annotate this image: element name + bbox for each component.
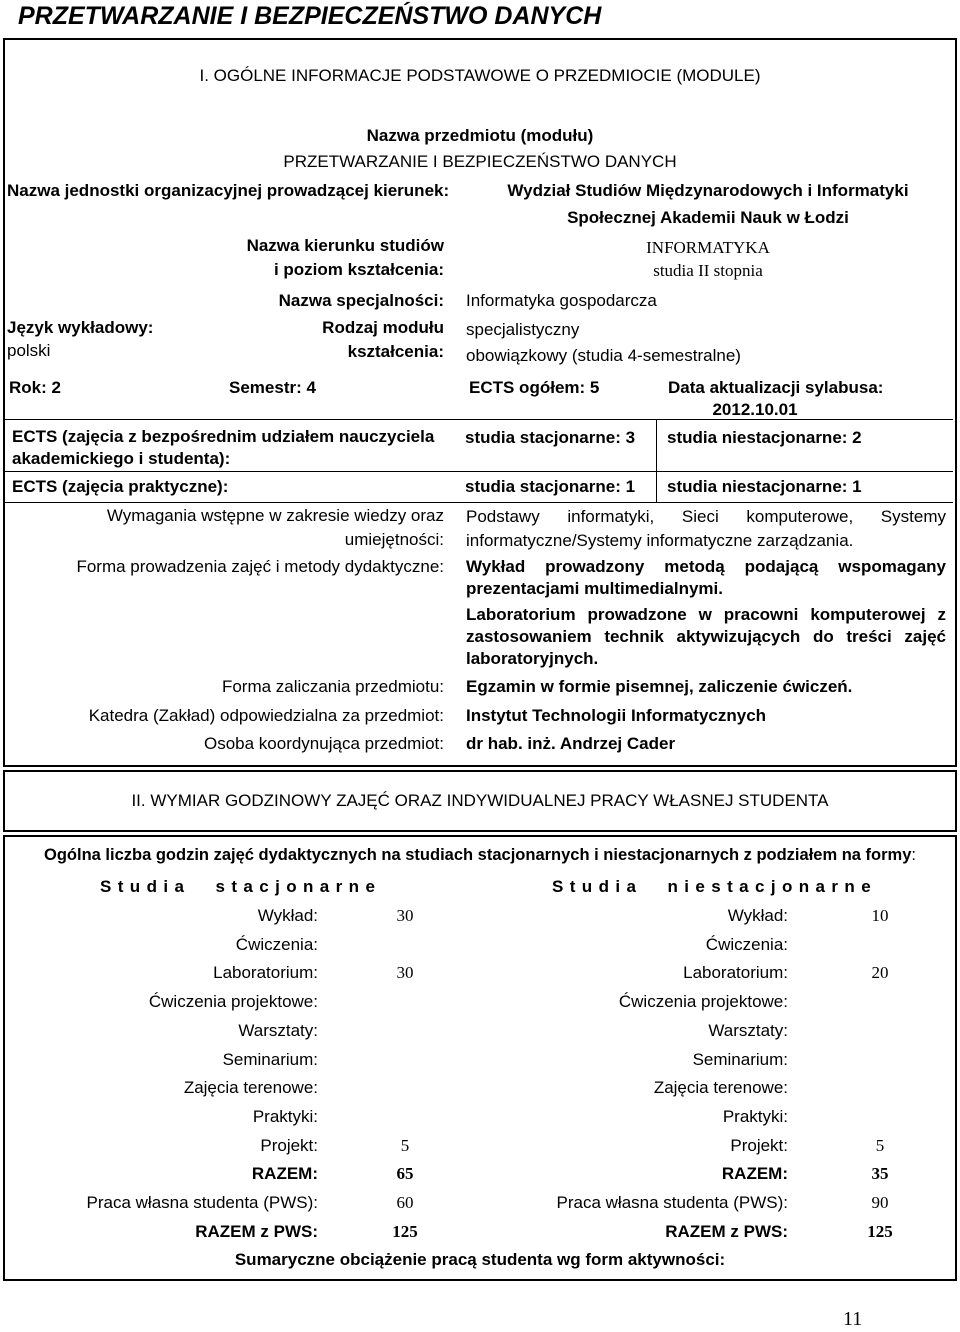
req-value-1: Podstawy informatyki, Sieci komputerowe, Systemy xyxy=(466,507,946,526)
subject-name: PRZETWARZANIE I BEZPIECZEŃSTWO DANYCH xyxy=(283,152,677,171)
part-time-row-value: 20 xyxy=(871,963,889,982)
section2-intro xyxy=(0,846,960,865)
part-time-row-label: RAZEM: xyxy=(721,1164,788,1183)
part-time-row-label: Ćwiczenia: xyxy=(705,935,788,954)
full-time-row-value: 5 xyxy=(400,1136,410,1155)
form-value-4: zastosowaniem technik aktywizujących do treści zajęć xyxy=(466,627,946,646)
full-time-row-label: Seminarium: xyxy=(222,1050,318,1069)
form-value-1: Wykład prowadzony metodą podającą wspomagany xyxy=(466,557,946,576)
row-divider-1 xyxy=(3,419,953,420)
full-time-row-value: 60 xyxy=(396,1193,414,1212)
field-label-1: Nazwa kierunku studiów xyxy=(246,236,444,255)
semester: Semestr: 4 xyxy=(229,378,316,397)
dept-value: Instytut Technologii Informatycznych xyxy=(466,706,767,725)
row-divider-3 xyxy=(3,502,953,503)
assessment-label: Forma zaliczania przedmiotu: xyxy=(221,677,444,696)
full-time-row-value: 30 xyxy=(396,963,414,982)
field-value-1: INFORMATYKA xyxy=(646,238,770,257)
spec-value: Informatyka gospodarcza xyxy=(466,291,657,310)
part-time-row-label: Laboratorium: xyxy=(683,963,788,982)
part-time-row-value: 5 xyxy=(875,1136,885,1155)
full-time-row-label: Praca własna studenta (PWS): xyxy=(86,1193,318,1212)
full-time-row-label: Ćwiczenia: xyxy=(235,935,318,954)
full-time-row-label: RAZEM: xyxy=(251,1164,318,1183)
field-value-2: studia II stopnia xyxy=(653,261,763,280)
ects-direct-label-1: ECTS (zajęcia z bezpośrednim udziałem nauczyciela xyxy=(12,427,435,446)
ects-practical-label: ECTS (zajęcia praktyczne): xyxy=(12,477,229,496)
full-time-header: Studia stacjonarne xyxy=(100,877,382,896)
part-time-row-label: Zajęcia terenowe: xyxy=(653,1078,788,1097)
update-date: 2012.10.01 xyxy=(712,400,798,419)
full-time-row-label: Zajęcia terenowe: xyxy=(183,1078,318,1097)
full-time-row-label: Laboratorium: xyxy=(213,963,318,982)
part-time-row-label: Wykład: xyxy=(727,906,788,925)
summary-label: Sumaryczne obciążenie pracą studenta wg form aktywności: xyxy=(234,1250,726,1269)
part-time-row-label: Ćwiczenia projektowe: xyxy=(618,992,788,1011)
form-value-2: prezentacjami multimedialnymi. xyxy=(466,579,723,598)
form-value-5: laboratoryjnych. xyxy=(466,649,599,668)
part-time-row-label: RAZEM z PWS: xyxy=(665,1222,788,1241)
page-number: 11 xyxy=(843,1308,863,1330)
part-time-header: Studia niestacjonarne xyxy=(552,877,878,896)
part-time-row-label: Warsztaty: xyxy=(708,1021,788,1040)
assessment-value: Egzamin w formie pisemnej, zaliczenie ćwiczeń. xyxy=(466,677,853,696)
ects-practical-full: studia stacjonarne: 1 xyxy=(465,477,636,496)
section2-title: II. WYMIAR GODZINOWY ZAJĘĆ ORAZ INDYWIDUALNEJ PRACY WŁASNEJ STUDENTA xyxy=(131,791,829,810)
update-label: Data aktualizacji sylabusa: xyxy=(668,378,884,397)
module-value-2: obowiązkowy (studia 4-semestralne) xyxy=(466,346,741,365)
row-divider-2 xyxy=(3,471,953,472)
lang-value: polski xyxy=(7,341,51,360)
form-value-3: Laboratorium prowadzone w pracowni komputerowej z xyxy=(466,605,946,624)
ects-direct-part: studia niestacjonarne: 2 xyxy=(667,428,862,447)
form-label: Forma prowadzenia zajęć i metody dydaktyczne: xyxy=(76,557,444,576)
full-time-row-label: Wykład: xyxy=(257,906,318,925)
ects-practical-divider xyxy=(656,471,657,502)
part-time-row-value: 10 xyxy=(871,906,889,925)
part-time-row-value: 125 xyxy=(867,1222,893,1241)
ects-total: ECTS ogółem: 5 xyxy=(469,378,600,397)
req-value-2: informatyczne/Systemy informatyczne zarządzania. xyxy=(466,531,854,550)
req-label-1: Wymagania wstępne w zakresie wiedzy oraz xyxy=(106,506,444,525)
lang-label: Język wykładowy: xyxy=(7,318,154,337)
coord-value: dr hab. inż. Andrzej Cader xyxy=(466,734,676,753)
coord-label: Osoba koordynująca przedmiot: xyxy=(203,734,444,753)
unit-value-1: Wydział Studiów Międzynarodowych i Informatyki xyxy=(507,181,909,200)
document-header: PRZETWARZANIE I BEZPIECZEŃSTWO DANYCH xyxy=(18,2,602,30)
section2-intro-bold: Ogólna liczba godzin zajęć dydaktycznych na studiach stacjonarnych i niestacjonarnych z podziałem na formy xyxy=(44,846,912,864)
part-time-row-label: Praktyki: xyxy=(722,1107,788,1126)
field-label-2: i poziom kształcenia: xyxy=(273,260,444,279)
module-label-1: Rodzaj modułu xyxy=(322,318,444,337)
part-time-row-label: Praca własna studenta (PWS): xyxy=(556,1193,788,1212)
full-time-row-value: 30 xyxy=(396,906,414,925)
unit-value-2: Społecznej Akademii Nauk w Łodzi xyxy=(567,208,849,227)
part-time-row-value: 35 xyxy=(871,1164,889,1183)
full-time-row-label: Warsztaty: xyxy=(238,1021,318,1040)
full-time-row-label: Ćwiczenia projektowe: xyxy=(148,992,318,1011)
section1-title: I. OGÓLNE INFORMACJE PODSTAWOWE O PRZEDMIOCIE (MODULE) xyxy=(199,66,761,85)
ects-direct-full: studia stacjonarne: 3 xyxy=(465,428,636,447)
dept-label: Katedra (Zakład) odpowiedzialna za przedmiot: xyxy=(88,706,444,725)
full-time-row-label: RAZEM z PWS: xyxy=(195,1222,318,1241)
full-time-row-label: Praktyki: xyxy=(252,1107,318,1126)
ects-direct-label-2: akademickiego i studenta): xyxy=(12,449,231,468)
module-value-1: specjalistyczny xyxy=(466,320,580,339)
ects-direct-divider xyxy=(656,419,657,471)
full-time-row-label: Projekt: xyxy=(260,1136,318,1155)
part-time-row-label: Projekt: xyxy=(730,1136,788,1155)
full-time-row-value: 125 xyxy=(392,1222,418,1241)
ects-practical-part: studia niestacjonarne: 1 xyxy=(667,477,862,496)
year: Rok: 2 xyxy=(9,378,61,397)
part-time-row-label: Seminarium: xyxy=(692,1050,788,1069)
part-time-row-value: 90 xyxy=(871,1193,889,1212)
req-label-2: umiejętności: xyxy=(344,530,444,549)
section2-intro-colon: : xyxy=(911,846,916,864)
subject-label: Nazwa przedmiotu (modułu) xyxy=(366,126,594,145)
unit-label: Nazwa jednostki organizacyjnej prowadzącej kierunek: xyxy=(7,181,450,200)
full-time-row-value: 65 xyxy=(396,1164,414,1183)
module-label-2: kształcenia: xyxy=(347,342,444,361)
spec-label: Nazwa specjalności: xyxy=(278,291,444,310)
